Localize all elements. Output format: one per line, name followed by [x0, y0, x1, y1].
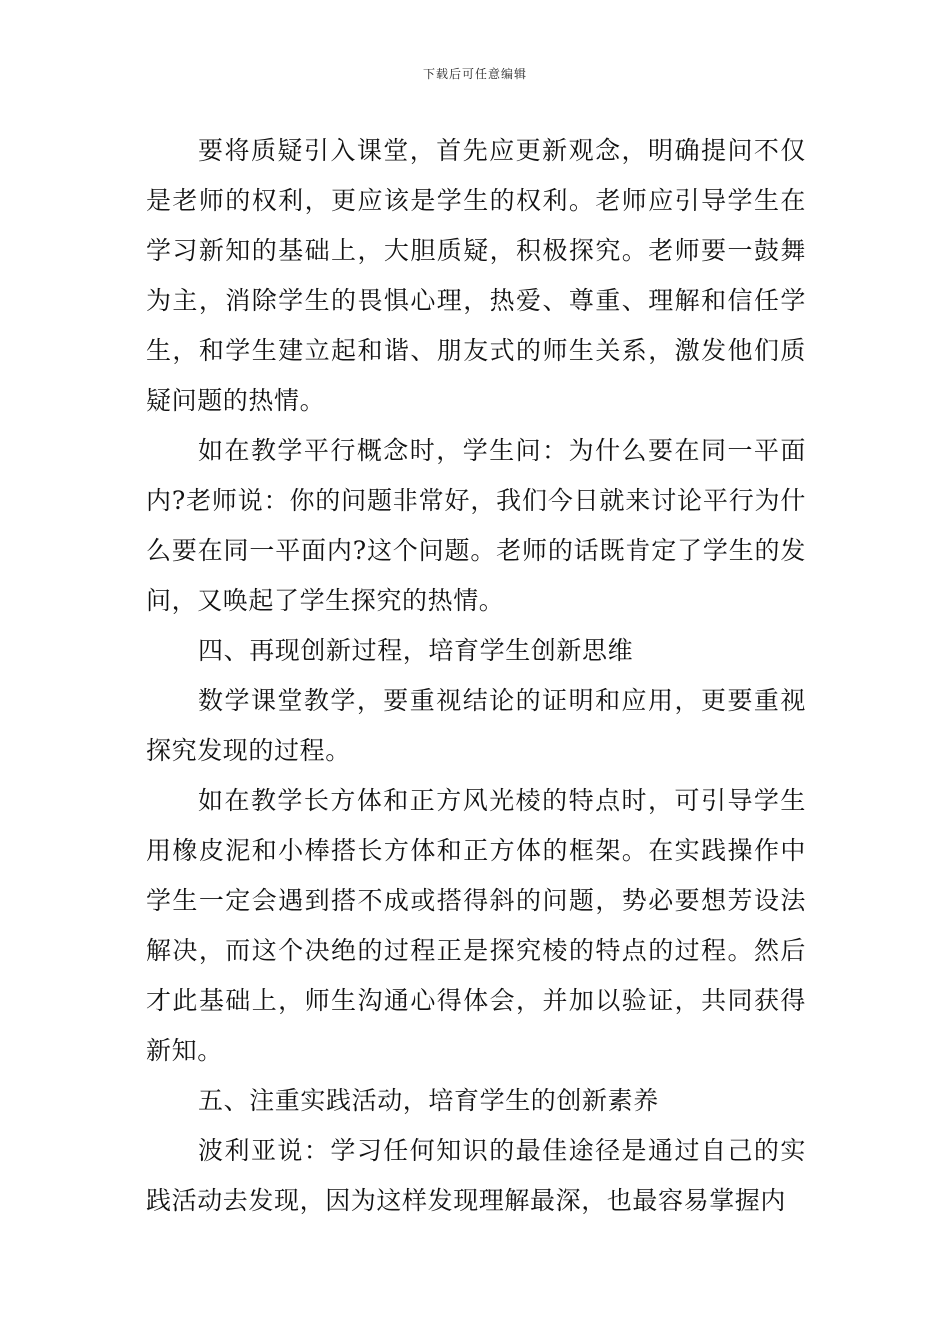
section-heading-five: 五、注重实践活动，培育学生的创新素养 [198, 1086, 659, 1115]
paragraph-polya: 波利亚说：学习任何知识的最佳途径是通过自己的实践活动去发现，因为这样发现理解最深，也最容易掌握内 [146, 1136, 806, 1215]
paragraph-cuboid-example: 如在教学长方体和正方风光棱的特点时，可引导学生用橡皮泥和小棒搭长方体和正方体的框架。在实践操作中学生一定会遇到搭不成或搭得斜的问题，势必要想芳设法解决，而这个决绝的过程正是探究棱的特点的过程。然后才此基础上，师生沟通心得体会，并加以验证，共同获得新知。 [146, 786, 806, 1065]
section-heading-four: 四、再现创新过程，培育学生创新思维 [198, 636, 634, 665]
paragraph-math-teaching: 数学课堂教学，要重视结论的证明和应用，更要重视探究发现的过程。 [146, 686, 806, 765]
paragraph-questioning: 要将质疑引入课堂，首先应更新观念，明确提问不仅是老师的权利，更应该是学生的权利。老师应引导学生在学习新知的基础上，大胆质疑，积极探究。老师要一鼓舞为主，消除学生的畏惧心理，热爱、尊重、理解和信任学生，和学生建立起和谐、朋友式的师生关系，激发他们质疑问题的热情。 [146, 136, 806, 415]
paragraph-parallel-example: 如在教学平行概念时，学生问：为什么要在同一平面内?老师说：你的问题非常好，我们今日就来讨论平行为什么要在同一平面内?这个问题。老师的话既肯定了学生的发问，又唤起了学生探究的热情。 [146, 436, 806, 615]
header-note: 下载后可任意编辑 [422, 67, 527, 81]
document-body [146, 126, 806, 1226]
